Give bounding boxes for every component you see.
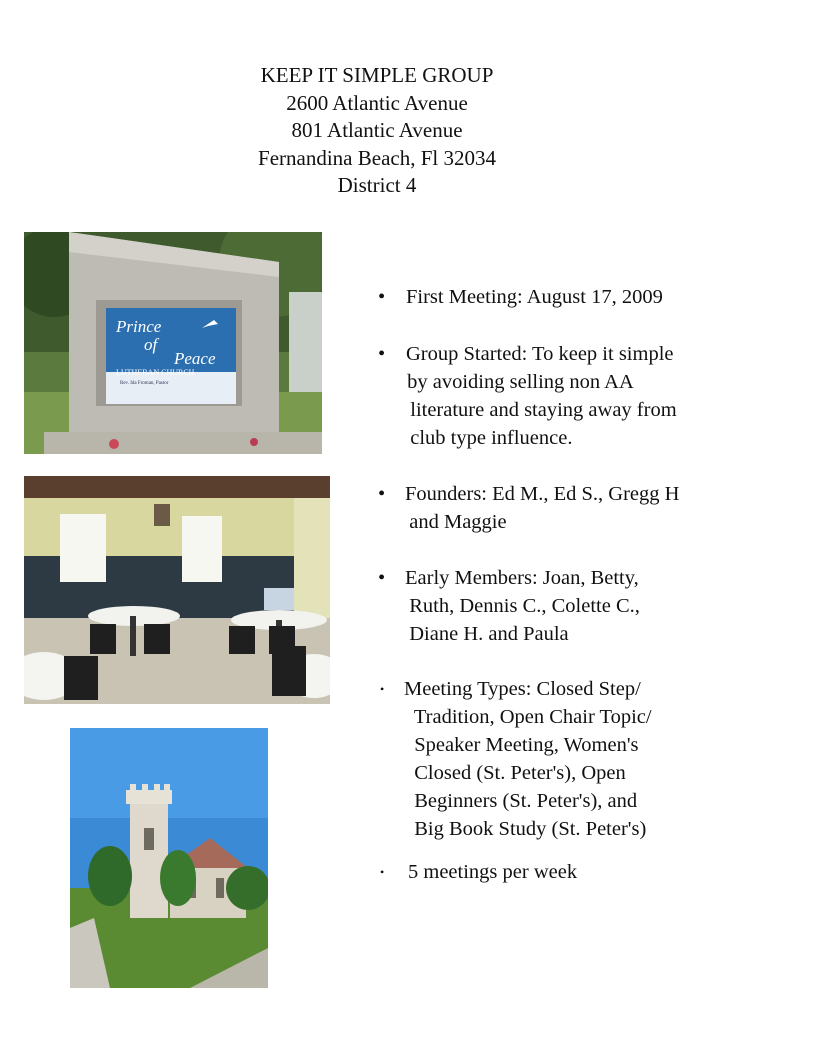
bullet-icon: • [378, 567, 386, 589]
sign-text-lutheran: LUTHERAN CHURCH [116, 368, 195, 377]
sign-text-prince: Prince [116, 317, 162, 336]
fact-line: Tradition, Open Chair Topic/ [404, 706, 652, 728]
fact-group-started [378, 340, 778, 452]
fact-line: by avoiding selling non AA [402, 371, 634, 393]
fact-line: and Maggie [399, 511, 507, 533]
city-line: Fernandina Beach, Fl 32034 [258, 145, 496, 170]
fact-line: Early Members: Joan, Betty, [405, 567, 639, 589]
fact-line: Big Book Study (St. Peter's) [404, 818, 647, 840]
fact-line: Founders: Ed M., Ed S., Gregg H [405, 483, 680, 505]
bullet-icon: • [378, 483, 386, 505]
bullet-icon: • [378, 286, 386, 308]
fact-line: Diane H. and Paula [399, 623, 569, 645]
meeting-room-photo [24, 476, 330, 704]
address-line-2: 801 Atlantic Avenue [291, 118, 463, 142]
fact-line: Closed (St. Peter's), Open [404, 762, 626, 784]
fact-first-meeting [378, 283, 778, 311]
group-name: KEEP IT SIMPLE GROUP [260, 63, 494, 87]
fact-line: Beginners (St. Peter's), and [404, 790, 638, 812]
fact-line: Meeting Types: Closed Step/ [404, 678, 641, 700]
sign-text-peace: Peace [174, 349, 216, 368]
bullet-icon: • [378, 343, 386, 365]
fact-line: 5 meetings per week [408, 861, 578, 883]
address-line-1: 2600 Atlantic Avenue [286, 90, 468, 115]
fact-founders [378, 480, 778, 536]
sign-text-pastor: Rev. Ida Froman, Pastor [120, 381, 169, 386]
fact-line: literature and staying away from [400, 399, 677, 421]
fact-line: Speaker Meeting, Women's [404, 734, 639, 756]
fact-meetings-per-week [378, 858, 778, 886]
fact-line: First Meeting: August 17, 2009 [406, 286, 663, 308]
fact-line: Group Started: To keep it simple [406, 343, 674, 365]
fact-early-members [378, 564, 778, 648]
fact-line: club type influence. [400, 427, 573, 449]
bullet-icon: • [380, 682, 385, 696]
fact-line: Ruth, Dennis C., Colette C., [399, 595, 640, 617]
church-sign-photo [24, 232, 322, 454]
st-peters-church-photo [70, 728, 268, 988]
sign-text-of: of [144, 335, 158, 354]
group-header [200, 62, 554, 200]
fact-meeting-types [378, 675, 778, 843]
bullet-icon: • [380, 865, 385, 879]
district-line: District 4 [337, 173, 417, 197]
